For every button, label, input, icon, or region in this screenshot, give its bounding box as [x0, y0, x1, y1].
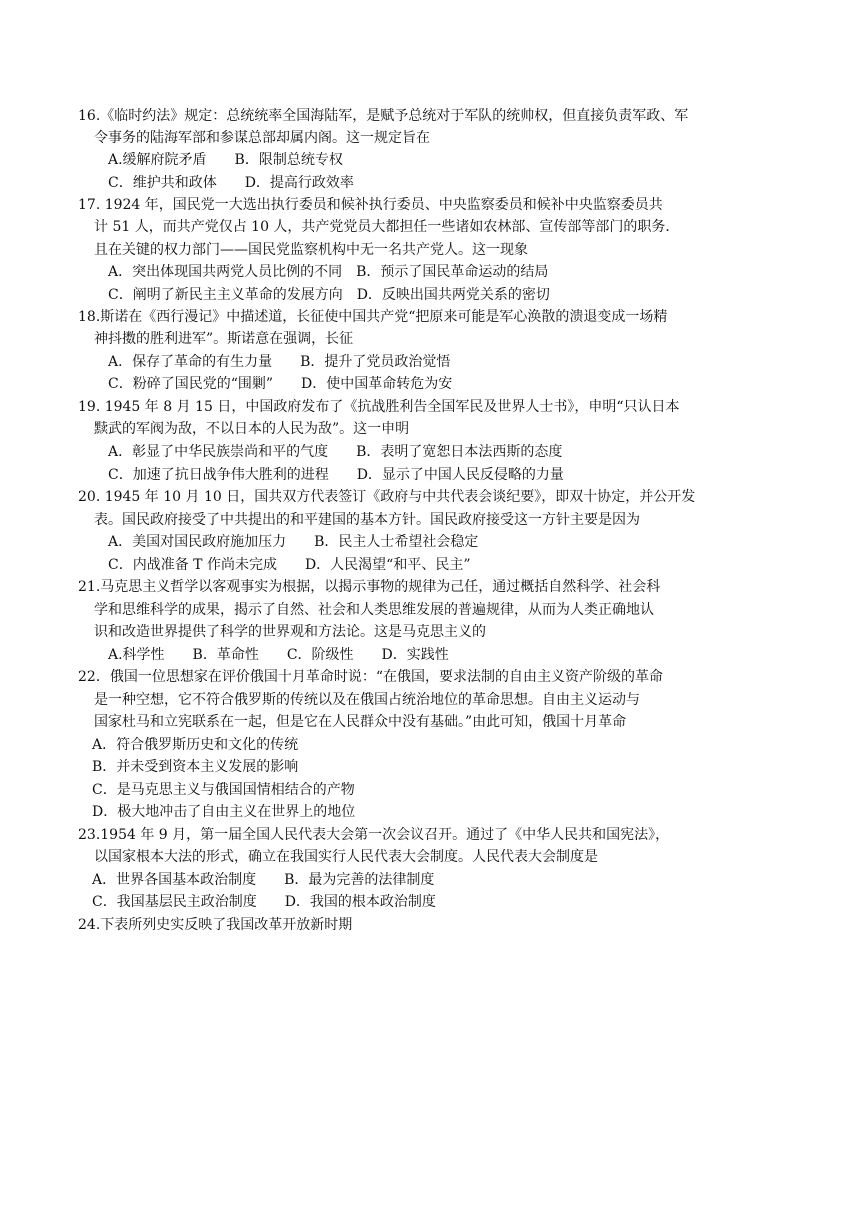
question-16-options-row-1: A.缓解府院矛盾 B．限制总统专权	[108, 152, 343, 168]
question-21-stem-line-1: 21.马克思主义哲学以客观事实为根据，以揭示事物的规律为己任，通过概括自然科学、社会科	[78, 579, 661, 595]
question-18-options-row-1: A．保存了革命的有生力量 B．提升了党员政治觉悟	[108, 354, 451, 370]
question-18-stem-line-2: 神抖擞的胜利进军”。斯诺意在强调，长征	[94, 331, 354, 347]
question-22-option-b: B．并未受到资本主义发展的影响	[92, 759, 299, 775]
question-23-options-row-2: C．我国基层民主政治制度 D．我国的根本政治制度	[92, 894, 436, 910]
question-16-stem-line-1: 16.《临时约法》规定：总统统率全国海陆军，是赋予总统对于军队的统帅权，但直接负责军政、军	[78, 108, 689, 124]
question-16-stem-line-2: 令事务的陆海军部和参谋总部却属内阁。这一规定旨在	[94, 130, 430, 146]
question-23-options-row-1: A．世界各国基本政治制度 B．最为完善的法律制度	[92, 872, 435, 888]
question-22-stem-line-2: 是一种空想，它不符合俄罗斯的传统以及在俄国占统治地位的革命思想。自由主义运动与	[94, 692, 640, 708]
question-22-option-d: D．极大地冲击了自由主义在世界上的地位	[92, 804, 356, 820]
question-21-stem-line-3: 识和改造世界提供了科学的世界观和方法论。这是马克思主义的	[94, 624, 486, 640]
question-21-stem-line-2: 学和思维科学的成果，揭示了自然、社会和人类思维发展的普遍规律，从而为人类正确地认	[94, 602, 654, 618]
question-17-stem-line-2: 计 51 人，而共产党仅占 10 人，共产党党员大都担任一些诸如农林部、宣传部等部门的职务．	[94, 219, 680, 235]
question-22-option-a: A．符合俄罗斯历史和文化的传统	[92, 737, 299, 753]
question-18-stem-line-1: 18.斯诺在《西行漫记》中描述道，长征使中国共产党“把原来可能是军心涣散的溃退变成一场精	[78, 309, 668, 325]
question-21-options-row-1: A.科学性 B．革命性 C．阶级性 D．实践性	[108, 647, 449, 663]
question-18-options-row-2: C．粉碎了国民党的“围剿” D．使中国革命转危为安	[108, 376, 453, 392]
question-19-options-row-2: C．加速了抗日战争伟大胜利的进程 D．显示了中国人民反侵略的力量	[108, 467, 564, 483]
question-16-options-row-2: C．维护共和政体 D．提高行政效率	[108, 175, 354, 191]
question-20-options-row-2: C．内战准备 T 作尚未完成 D．人民渴望“和平、民主”	[108, 557, 471, 573]
question-19-stem-line-2: 黩武的军阀为敌，不以日本的人民为敌”。这一申明	[94, 421, 410, 437]
question-17-stem-line-1: 17. 1924 年，国民党一大选出执行委员和候补执行委员、中央监察委员和候补中央监察委员共	[78, 197, 663, 213]
question-17-options-row-2: C．阐明了新民主主义革命的发展方向 D．反映出国共两党关系的密切	[108, 287, 550, 303]
question-23-stem-line-2: 以国家根本大法的形式，确立在我国实行人民代表大会制度。人民代表大会制度是	[94, 849, 598, 865]
question-20-options-row-1: A．美国对国民政府施加压力 B．民主人士希望社会稳定	[108, 534, 479, 550]
question-20-stem-line-2: 表。国民政府接受了中共提出的和平建国的基本方针。国民政府接受这一方针主要是因为	[94, 512, 640, 528]
question-17-stem-line-3: 且在关键的权力部门——国民党监察机构中无一名共产党人。这一现象	[94, 242, 528, 258]
question-19-options-row-1: A．彰显了中华民族崇尚和平的气度 B．表明了宽恕日本法西斯的态度	[108, 444, 563, 460]
question-19-stem-line-1: 19. 1945 年 8 月 15 日，中国政府发布了《抗战胜利告全国军民及世界人士书》，申明“只认日本	[78, 399, 680, 415]
question-22-option-c: C．是马克思主义与俄国国情相结合的产物	[92, 782, 355, 798]
question-20-stem-line-1: 20. 1945 年 10 月 10 日，国共双方代表签订《政府与中共代表会谈纪要》，即双十协定，并公开发	[78, 489, 696, 505]
question-17-options-row-1: A．突出体现国共两党人员比例的不同 B．预示了国民革命运动的结局	[108, 264, 549, 280]
question-23-stem-line-1: 23.1954 年 9 月，第一届全国人民代表大会第一次会议召开。通过了《中华人民共和国宪法》，	[78, 827, 670, 843]
question-22-stem-line-1: 22．俄国一位思想家在评价俄国十月革命时说：“在俄国，要求法制的自由主义资产阶级的革命	[78, 669, 663, 685]
question-22-stem-line-3: 国家杜马和立宪联系在一起，但是它在人民群众中没有基础。”由此可知，俄国十月革命	[94, 714, 627, 730]
question-24-stem-line-1: 24.下表所列史实反映了我国改革开放新时期	[78, 917, 353, 933]
